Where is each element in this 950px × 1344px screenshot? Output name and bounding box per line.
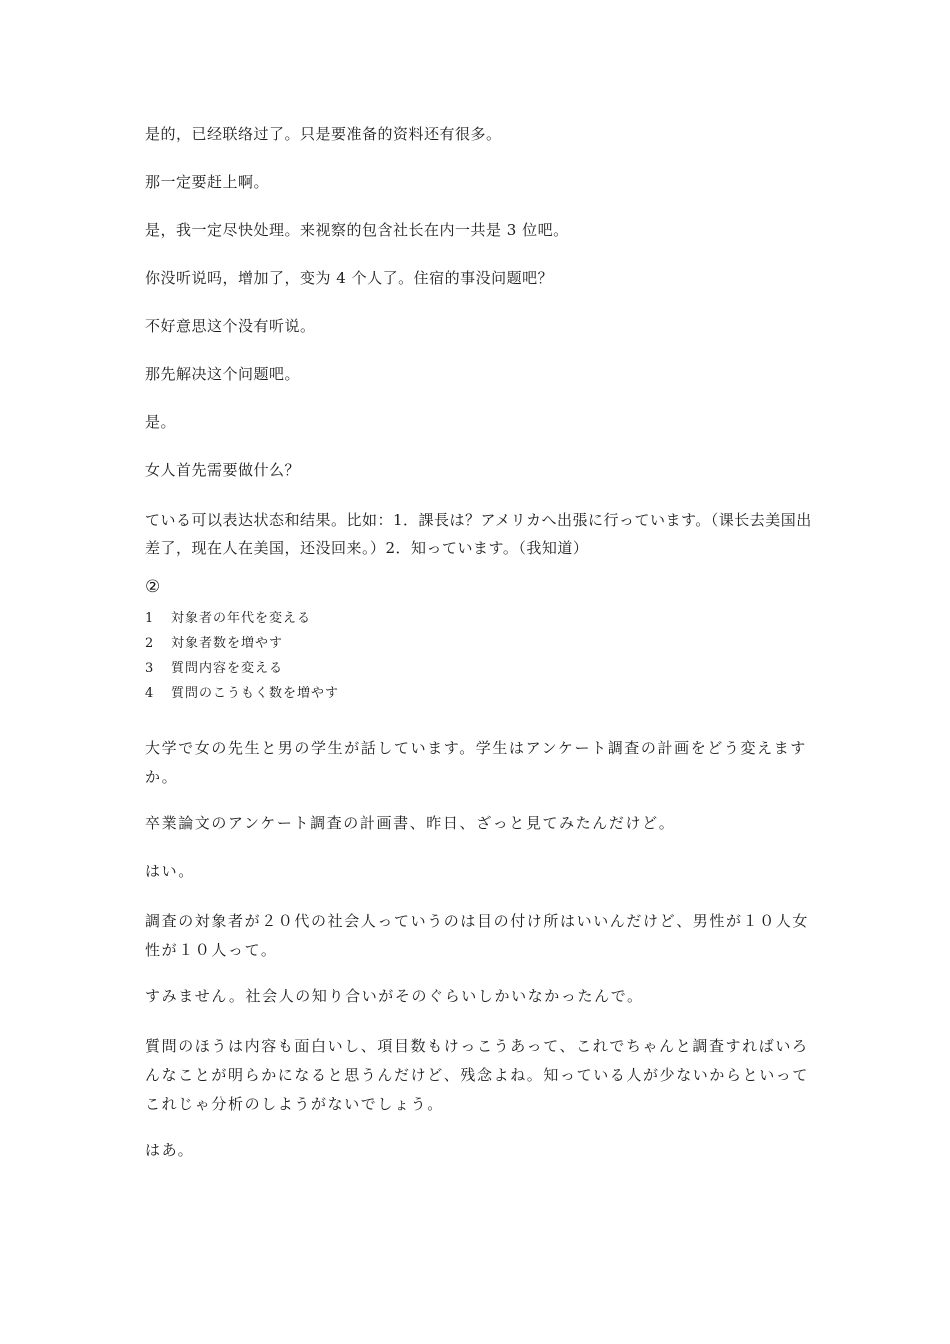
dialogue-line: 大学で女の先生と男の学生が話しています。学生はアンケート調査の計画をどう変えますか。 (145, 739, 807, 786)
option-text: 質問のこうもく数を増やす (171, 686, 340, 701)
dialogue-line: すみません。社会人の知り合いがそのぐらいしかいなかったんで。 (145, 987, 644, 1005)
answer-option-1 (145, 610, 545, 628)
option-text: 質問内容を変える (171, 661, 284, 676)
option-text: 対象者の年代を変える (171, 611, 312, 626)
dialogue-line: 是的，已经联络过了。只是要准备的资料还有很多。 (145, 125, 502, 143)
dialogue-line: はあ。 (145, 1141, 195, 1159)
dialogue-line: 那一定要赶上啊。 (145, 173, 270, 191)
dialogue-line: 是。 (145, 413, 177, 431)
dialogue-line: 質問のほうは内容も面白いし、項目数もけっこうあって、これでちゃんと調査すればいろんなことが明らかになると思うんだけど、残念よね。知っている人が少ないからといってこれじゃ分析のしようがないでしょう。 (145, 1037, 810, 1113)
option-number: 2 (145, 636, 155, 651)
dialogue-line: はい。 (145, 862, 195, 880)
option-number: 3 (145, 661, 155, 676)
dialogue-line: 那先解决这个问题吧。 (145, 365, 301, 383)
option-number: 1 (145, 611, 155, 626)
answer-option-4 (145, 685, 545, 703)
dialogue-line: 不好意思这个没有听说。 (145, 317, 316, 335)
option-text: 対象者数を増やす (171, 636, 284, 651)
question-number: ② (145, 577, 161, 597)
answer-option-3 (145, 660, 545, 678)
option-number: 4 (145, 686, 155, 701)
dialogue-line: 是，我一定尽快处理。来视察的包含社长在内一共是 3 位吧。 (145, 221, 569, 239)
answer-option-2 (145, 635, 545, 653)
question-prompt: 女人首先需要做什么？ (145, 461, 301, 479)
dialogue-line: 卒業論文のアンケート調査の計画書、昨日、ざっと見てみたんだけど。 (145, 814, 676, 832)
dialogue-line: 你没听说吗，增加了，变为 4 个人了。住宿的事没问题吧？ (145, 269, 554, 287)
dialogue-line: 調査の対象者が２０代の社会人っていうのは目の付け所はいいんだけど、男性が１０人女性が１０人って。 (145, 912, 810, 959)
grammar-note: ている可以表达状态和结果。比如：1．課長は？アメリカへ出張に行っています。（课长去美国出差了，现在人在美国，还没回来。）2．知っています。（我知道） (145, 511, 812, 557)
